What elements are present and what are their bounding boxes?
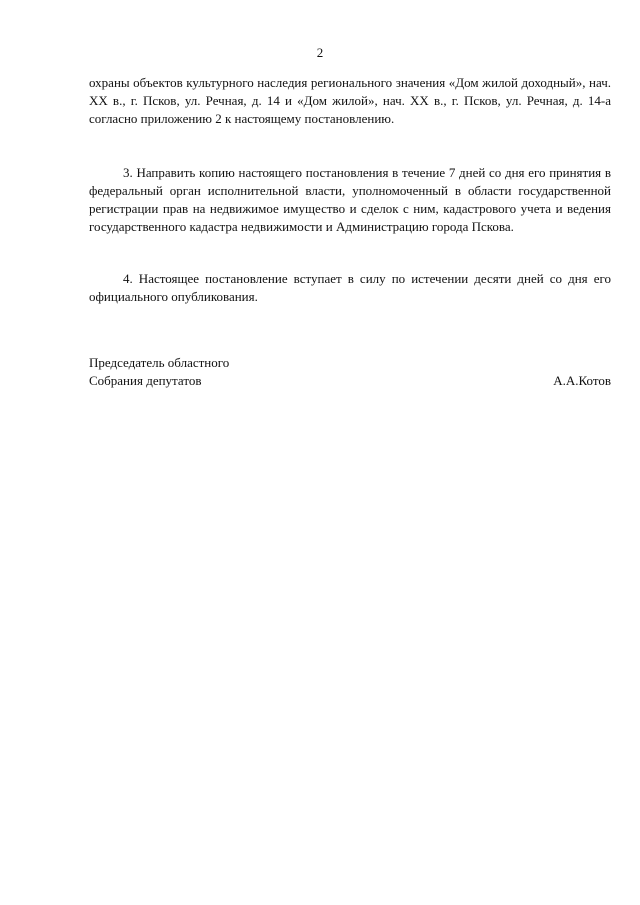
signatory-title-line-1: Председатель областного bbox=[89, 355, 230, 370]
signatory-title-line-2: Собрания депутатов bbox=[89, 373, 202, 388]
paragraph-continuation: охраны объектов культурного наследия регионального значения «Дом жилой доходный», нач. XX в., г. Псков, ул. Речная, д. 14 и «Дом жилой», нач. XX в., г. Псков, ул. Речная, д. 14-а согласно приложению 2 к настоящему постановлению. bbox=[89, 75, 611, 126]
page-number: 2 bbox=[316, 45, 324, 60]
paragraph-item-3: 3. Направить копию настоящего постановления в течение 7 дней со дня его принятия в федеральный орган исполнительной власти, уполномоченный в области государственной регистрации прав на недвижимое имущество и сделок с ним, кадастрового учета и ведения государственного кадастра недвижимости и Администрацию города Пскова. bbox=[89, 165, 611, 234]
signatory-title bbox=[89, 354, 229, 390]
paragraph-item-4: 4. Настоящее постановление вступает в силу по истечении десяти дней со дня его официального опубликования. bbox=[89, 271, 611, 304]
signatory-name: А.А.Котов bbox=[553, 373, 611, 388]
